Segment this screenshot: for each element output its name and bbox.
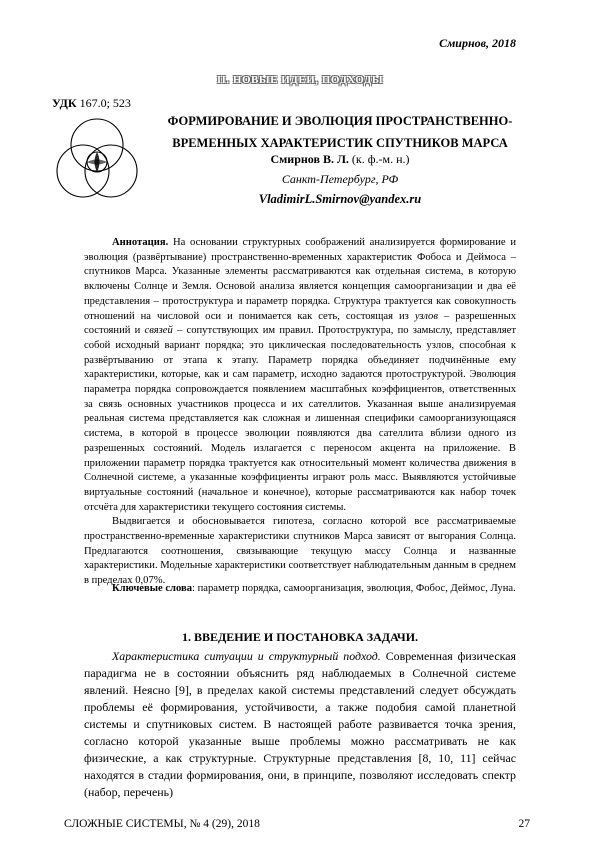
udc-label: УДК bbox=[52, 96, 77, 110]
abstract-term: узлов bbox=[414, 310, 438, 322]
footer-journal: СЛОЖНЫЕ СИСТЕМЫ, № 4 (29), 2018 bbox=[64, 818, 260, 830]
body-text: Современная физическая парадигма не в состоянии объяснить ряд наблюдаемых в Солнечной системе явлений. Неясно [9], в пределах какой системы представлений следует обсуждать проблемы её формирования, устойчивости, а также подобия самой планетной системы и спутниковых систем. В настоящей работе развивается точка зрения, согласно которой указанные выше проблемы можно рассматривать не как физические, а как структурные. Структурные представления [8, 10, 11] сейчас находятся в стадии формирования, они, в принципе, позволяют исследовать спектр (набор, перечень) bbox=[84, 649, 516, 799]
author-line bbox=[150, 152, 530, 167]
abstract-label: Аннотация. bbox=[112, 237, 169, 248]
section-banner: II. НОВЫЕ ИДЕИ, ПОДХОДЫ bbox=[216, 74, 384, 86]
udc-value: 167.0; 523 bbox=[79, 96, 131, 110]
journal-logo-icon bbox=[54, 116, 140, 202]
abstract-paragraph: Выдвигается и обосновывается гипотеза, согласно которой все рассматриваемые пространственно-временные характеристики спутников Марса зависят от выгорания Солнца. Предлагаются соотношения, связывающие текущую массу Солнца и названные характеристики. Модельные характеристики соответствует наблюдательным данным в среднем в пределах 0,07%. bbox=[84, 516, 516, 587]
article-title bbox=[150, 110, 530, 154]
udc-line bbox=[52, 96, 131, 111]
keywords-label: Ключевые слова bbox=[112, 583, 193, 594]
keywords bbox=[84, 582, 516, 597]
abstract-text: – сопутствующих им правил. Протоструктура, по замыслу, представляет собой исходный вариант порядка; это циклическая последовательность узлов, способная к развёртыванию от этапа к этапу. Параметр порядка объединяет подчинённые ему характеристики, которые, как и сам параметр, исходно задаются протоструктурой. Эволюция параметра порядка сопровождается появлением масштабных коэффициентов, ответственных за связь основных участников процесса и их сателлитов. Указанная выше анализируемая реальная система представляется как сложная и лишенная специфики самоорганизующаяся система, в которой в процессе эволюции появляются два сателлита вблизи одного из разрешенных состояний. Модель излагается с переносом акцента на приложение. В приложении параметр порядка трактуется как относительный момент количества движения в Солнечной системе, а указанные коэффициенты играют роль масс. Выявляются устойчивые виртуальные состояний (начальное и конечное), которые рассматриваются как набор точек отсчёта для характеристики текущего состояния системы. bbox=[84, 325, 516, 513]
abstract-paragraph bbox=[84, 236, 516, 515]
article-title-line: ВРЕМЕННЫХ ХАРАКТЕРИСТИК СПУТНИКОВ МАРСА bbox=[172, 136, 508, 150]
body-paragraph bbox=[84, 648, 516, 801]
keywords-paragraph bbox=[84, 582, 516, 597]
author-email[interactable]: VladimirL.Smirnov@yandex.ru bbox=[258, 192, 422, 206]
keywords-text: : параметр порядка, самоорганизация, эволюция, Фобос, Деймос, Луна. bbox=[192, 583, 516, 594]
abstract-term: связей bbox=[144, 325, 173, 337]
body-italic-lead: Характеристика ситуации и структурный подход. bbox=[112, 649, 381, 663]
abstract-text: На основании структурных соображений анализируется формирование и эволюция (развёртывание) пространственно-временных характеристик Фобоса и Деймоса – спутников Марса. Указанные элементы рассматриваются как отдельная система, в которую включены Солнце и Земля. Основой анализа является концепция самоорганизации и два её представления – протоструктура и параметр порядка. Структура трактуется как совокупность отношений на числовой оси и понимается как сеть, состоящая из bbox=[84, 237, 516, 322]
article-title-line: ФОРМИРОВАНИЕ И ЭВОЛЮЦИЯ ПРОСТРАНСТВЕННО- bbox=[167, 114, 513, 128]
author-name: Смирнов В. Л. bbox=[270, 152, 349, 166]
abstract-text: – разрешенных состояний и bbox=[84, 310, 516, 337]
section-body bbox=[84, 648, 516, 801]
author-affiliation: Санкт-Петербург, РФ bbox=[281, 172, 399, 186]
author-degree: (к. ф.-м. н.) bbox=[348, 152, 410, 166]
section-heading: 1. ВВЕДЕНИЕ И ПОСТАНОВКА ЗАДАЧИ. bbox=[181, 630, 419, 644]
abstract bbox=[84, 236, 516, 589]
running-header-author: Смирнов, 2018 bbox=[439, 36, 516, 50]
footer-page-number: 27 bbox=[518, 818, 530, 830]
